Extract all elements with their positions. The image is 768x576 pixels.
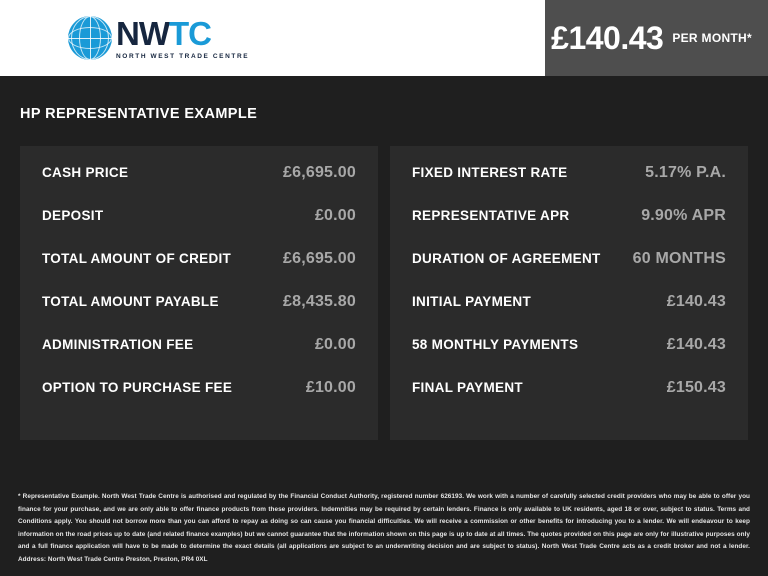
page-header [0,0,768,76]
row-value: 5.17% P.A. [645,164,726,181]
table-row [42,293,356,336]
row-label: CASH PRICE [42,165,129,180]
table-row [412,164,726,207]
globe-icon [68,16,112,60]
table-row [412,293,726,336]
page-title: HP REPRESENTATIVE EXAMPLE [20,106,258,122]
row-label: FINAL PAYMENT [412,380,523,395]
monthly-price-banner [545,0,768,76]
row-value: £140.43 [666,293,726,310]
row-label: FIXED INTEREST RATE [412,165,568,180]
logo-subtitle: NORTH WEST TRADE CENTRE [116,52,250,60]
row-value: £10.00 [305,379,356,396]
row-label: DEPOSIT [42,208,104,223]
table-row [412,336,726,379]
row-label: 58 MONTHLY PAYMENTS [412,337,579,352]
nwtc-logo[interactable] [68,16,249,60]
table-row [412,379,726,422]
table-row [42,164,356,207]
table-row [42,336,356,379]
table-row [42,250,356,293]
row-value: 9.90% APR [641,207,726,224]
row-label: OPTION TO PURCHASE FEE [42,380,233,395]
row-value: £6,695.00 [283,250,356,267]
logo-wordmark [116,14,249,52]
finance-panel-right [390,146,748,440]
logo-text [116,14,250,60]
row-value: £150.43 [666,379,726,396]
monthly-price-amount: £140.43 [551,19,664,56]
table-row [42,207,356,250]
logo-wordmark-primary: NW [116,14,169,52]
row-label: DURATION OF AGREEMENT [412,251,601,266]
disclaimer-text: * Representative Example. North West Trade Centre is authorised and regulated by the Financial Conduct Authority, registered number 626193. We work with a number of carefully selected credit providers who may be able to offer you finance for your purchase, and we are only able to offer finance products from these providers. Indemnities may be required by certain lenders. Finance is only available to UK residents, aged 18 or over, subject to status. Terms and Conditions apply. You should not borrow more than you can afford to repay as doing so can cause you financial difficulties. We will receive a commission or other benefits for introducing you to a lender. We will endeavour to keep information on the road prices up to date (and related finance examples) but we cannot guarantee that the information shown on this page is up to date at all times. The quotes provided on this page are only for illustrative purposes only and a full finance application will have to be made to determine the exact details (all applications are subject to an underwriting decision and are subject to status). North West Trade Centre acts as a credit broker and not a lender. Address: North West Trade Centre Preston, Preston, PR4 0XL [18,493,750,563]
logo-area[interactable] [0,0,545,76]
finance-details-panels [0,122,768,440]
row-value: 60 MONTHS [632,250,726,267]
row-label: INITIAL PAYMENT [412,294,532,309]
table-row [42,379,356,422]
row-value: £140.43 [666,336,726,353]
table-row [412,207,726,250]
row-value: £6,695.00 [283,164,356,181]
logo-wordmark-accent: TC [168,14,211,52]
row-value: £0.00 [314,207,356,224]
table-row [412,250,726,293]
row-label: REPRESENTATIVE APR [412,208,570,223]
row-label: TOTAL AMOUNT OF CREDIT [42,251,232,266]
row-value: £0.00 [314,336,356,353]
row-value: £8,435.80 [283,293,356,310]
row-label: TOTAL AMOUNT PAYABLE [42,294,219,309]
finance-panel-left [20,146,378,440]
row-label: ADMINISTRATION FEE [42,337,194,352]
monthly-price-label: PER MONTH* [672,31,752,45]
